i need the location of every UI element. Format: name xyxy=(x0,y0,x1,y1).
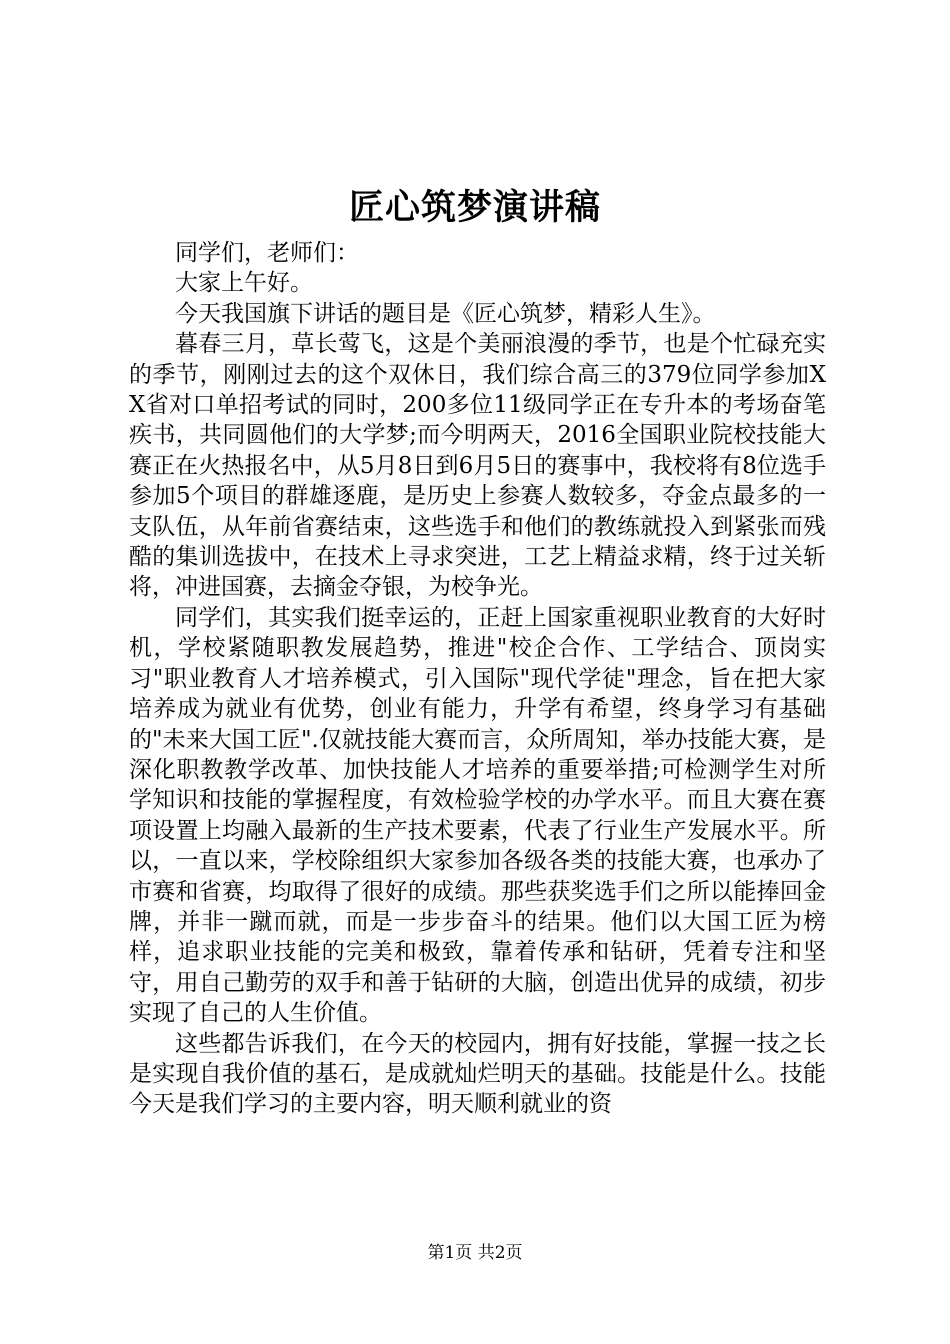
paragraph-body: 这些都告诉我们，在今天的校园内，拥有好技能，掌握一技之长是实现自我价值的基石，是成就灿烂明天的基础。技能是什么。技能今天是我们学习的主要内容，明天顺利就业的资 xyxy=(129,1030,826,1118)
paragraph-salutation: 大家上午好。 xyxy=(175,270,313,297)
paragraph-greeting: 同学们，老师们： xyxy=(175,240,359,266)
paragraph-body: 暮春三月，草长莺飞，这是个美丽浪漫的季节，也是个忙碌充实的季节，刚刚过去的这个双休日，我们综合高三的379位同学参加XX省对口单招考试的同时，200多位11级同学正在专升本的考场奋笔疾书，共同圆他们的大学梦;而今明两天，2016全国职业院校技能大赛正在火热报名中，从5月8日到6月5日的赛事中，我校将有8位选手参加5个项目的群雄逐鹿，是历史上参赛人数较多，夺金点最多的一支队伍，从年前省赛结束，这些选手和他们的教练就投入到紧张而残酷的集训选拔中，在技术上寻求突进，工艺上精益求精，终于过关斩将，冲进国赛，去摘金夺银，为校争光。 xyxy=(129,331,826,601)
paragraph-body: 同学们，其实我们挺幸运的，正赶上国家重视职业教育的大好时机，学校紧随职教发展趋势，推进"校企合作、工学结合、顶岗实习"职业教育人才培养模式，引入国际"现代学徒"理念，旨在把大家培养成为就业有优势，创业有能力，升学有希望，终身学习有基础的"未来大国工匠".仅就技能大赛而言，众所周知，举办技能大赛，是深化职教教学改革、加快技能人才培养的重要举措;可检测学生对所学知识和技能的掌握程度，有效检验学校的办学水平。而且大赛在赛项设置上均融入最新的生产技术要素，代表了行业生产发展水平。所以，一直以来，学校除组织大家参加各级各类的技能大赛，也承办了市赛和省赛，均取得了很好的成绩。那些获奖选手们之所以能捧回金牌，并非一蹴而就，而是一步步奋斗的结果。他们以大国工匠为榜样，追求职业技能的完美和极致，靠着传承和钻研，凭着专注和坚守，用自己勤劳的双手和善于钻研的大脑，创造出优异的成绩，初步实现了自己的人生价值。 xyxy=(129,604,826,1027)
page-number-footer: 第1页 共2页 xyxy=(427,1243,523,1263)
document-title: 匠心筑梦演讲稿 xyxy=(348,187,601,228)
document-body xyxy=(129,238,826,1120)
paragraph-topic: 今天我国旗下讲话的题目是《匠心筑梦，精彩人生》。 xyxy=(175,300,716,327)
